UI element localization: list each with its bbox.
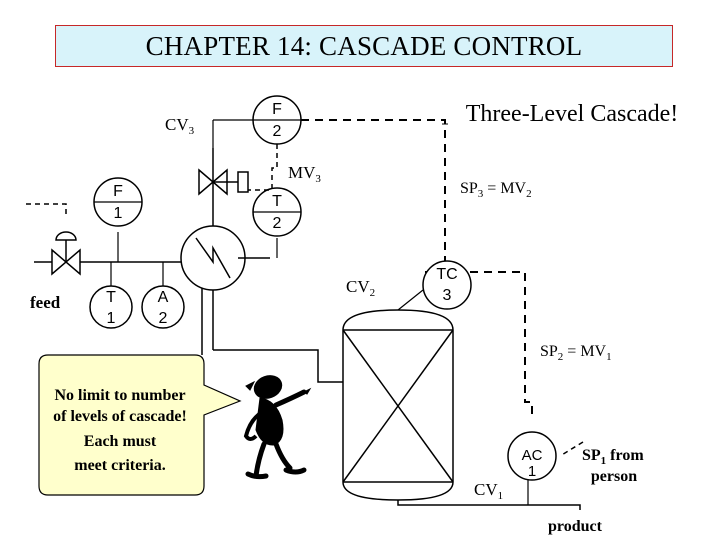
feed-to-reactor-pipe (213, 350, 343, 382)
cv2-label (346, 277, 375, 299)
sp1-b: from (606, 447, 644, 464)
a2-tag: A (157, 289, 169, 306)
callout-line3: Each must (83, 433, 157, 450)
cv2-main: CV (346, 277, 370, 296)
t2-num: 2 (272, 215, 282, 232)
sp2-mid: = MV (563, 343, 607, 360)
headline-text: Three-Level Cascade! (465, 101, 679, 127)
instrument-tc3 (423, 261, 471, 309)
feed-valve-icon (52, 232, 80, 274)
tc3-tag: TC (436, 266, 458, 283)
sp2-a-sub: 2 (557, 351, 564, 363)
ac1-num: 1 (527, 463, 537, 480)
signal-tc3-to-f2 (301, 120, 445, 272)
sp3-a-sub: 3 (477, 188, 484, 200)
cv3-sub: 3 (188, 125, 195, 137)
instrument-ac1 (508, 432, 556, 480)
sp1-line1 (582, 447, 644, 467)
signal-ac1-to-tc3 (470, 272, 532, 420)
instrument-t2 (253, 188, 301, 236)
t2-tag: T (272, 193, 282, 210)
sp3-label (460, 180, 532, 200)
instrument-a2 (142, 262, 184, 328)
ac1-tag: AC (521, 447, 543, 464)
tc3-to-reactor (398, 290, 423, 310)
tc3-num: 3 (442, 287, 452, 304)
sp1-signal (560, 442, 583, 456)
cv3-label (165, 115, 195, 137)
instrument-t1 (90, 262, 132, 328)
product-pipe (398, 500, 580, 510)
sp2-label (540, 343, 612, 363)
f2-tag: F (272, 101, 282, 118)
sp2-b-sub: 1 (606, 351, 612, 363)
mv3-main: MV (288, 163, 316, 182)
cv2-sub: 2 (369, 287, 376, 299)
a2-num: 2 (158, 310, 168, 327)
cv1-sub: 1 (497, 490, 504, 502)
product-label: product (548, 518, 602, 535)
page-title: CHAPTER 14: CASCADE CONTROL (145, 30, 583, 61)
reactor-vessel-icon (343, 310, 453, 500)
mv3-sub: 3 (315, 173, 321, 185)
sp1-line2: person (590, 468, 638, 485)
instrument-f2 (253, 96, 301, 144)
t1-num: 1 (106, 310, 116, 327)
sp3-b-sub: 2 (526, 188, 532, 200)
cv1-main: CV (474, 480, 498, 499)
cv1-label (474, 480, 503, 502)
f1-num: 1 (113, 205, 123, 222)
f1-tag: F (113, 183, 123, 200)
callout-line1: No limit to number (54, 387, 186, 404)
cv3-main: CV (165, 115, 189, 134)
feed-label: feed (30, 293, 61, 312)
callout-bubble (39, 355, 240, 495)
callout-line2: of levels of cascade! (53, 408, 187, 425)
sp1-sub: 1 (600, 455, 607, 467)
sp3-mid: = MV (483, 180, 527, 197)
signal-f1-to-feed-valve (26, 204, 66, 214)
f2-num: 2 (272, 123, 282, 140)
signal-f2-to-valve (248, 144, 277, 190)
sp3-a: SP (460, 180, 478, 197)
instrument-f1 (94, 178, 142, 262)
heat-exchanger-icon (181, 226, 245, 290)
utility-valve-icon (199, 170, 248, 194)
mv3-label (288, 163, 321, 185)
pointing-man-icon (246, 372, 310, 477)
t1-tag: T (106, 289, 116, 306)
sp2-a: SP (540, 343, 558, 360)
callout-line4: meet criteria. (74, 457, 166, 474)
sp1-a: SP (582, 447, 601, 464)
